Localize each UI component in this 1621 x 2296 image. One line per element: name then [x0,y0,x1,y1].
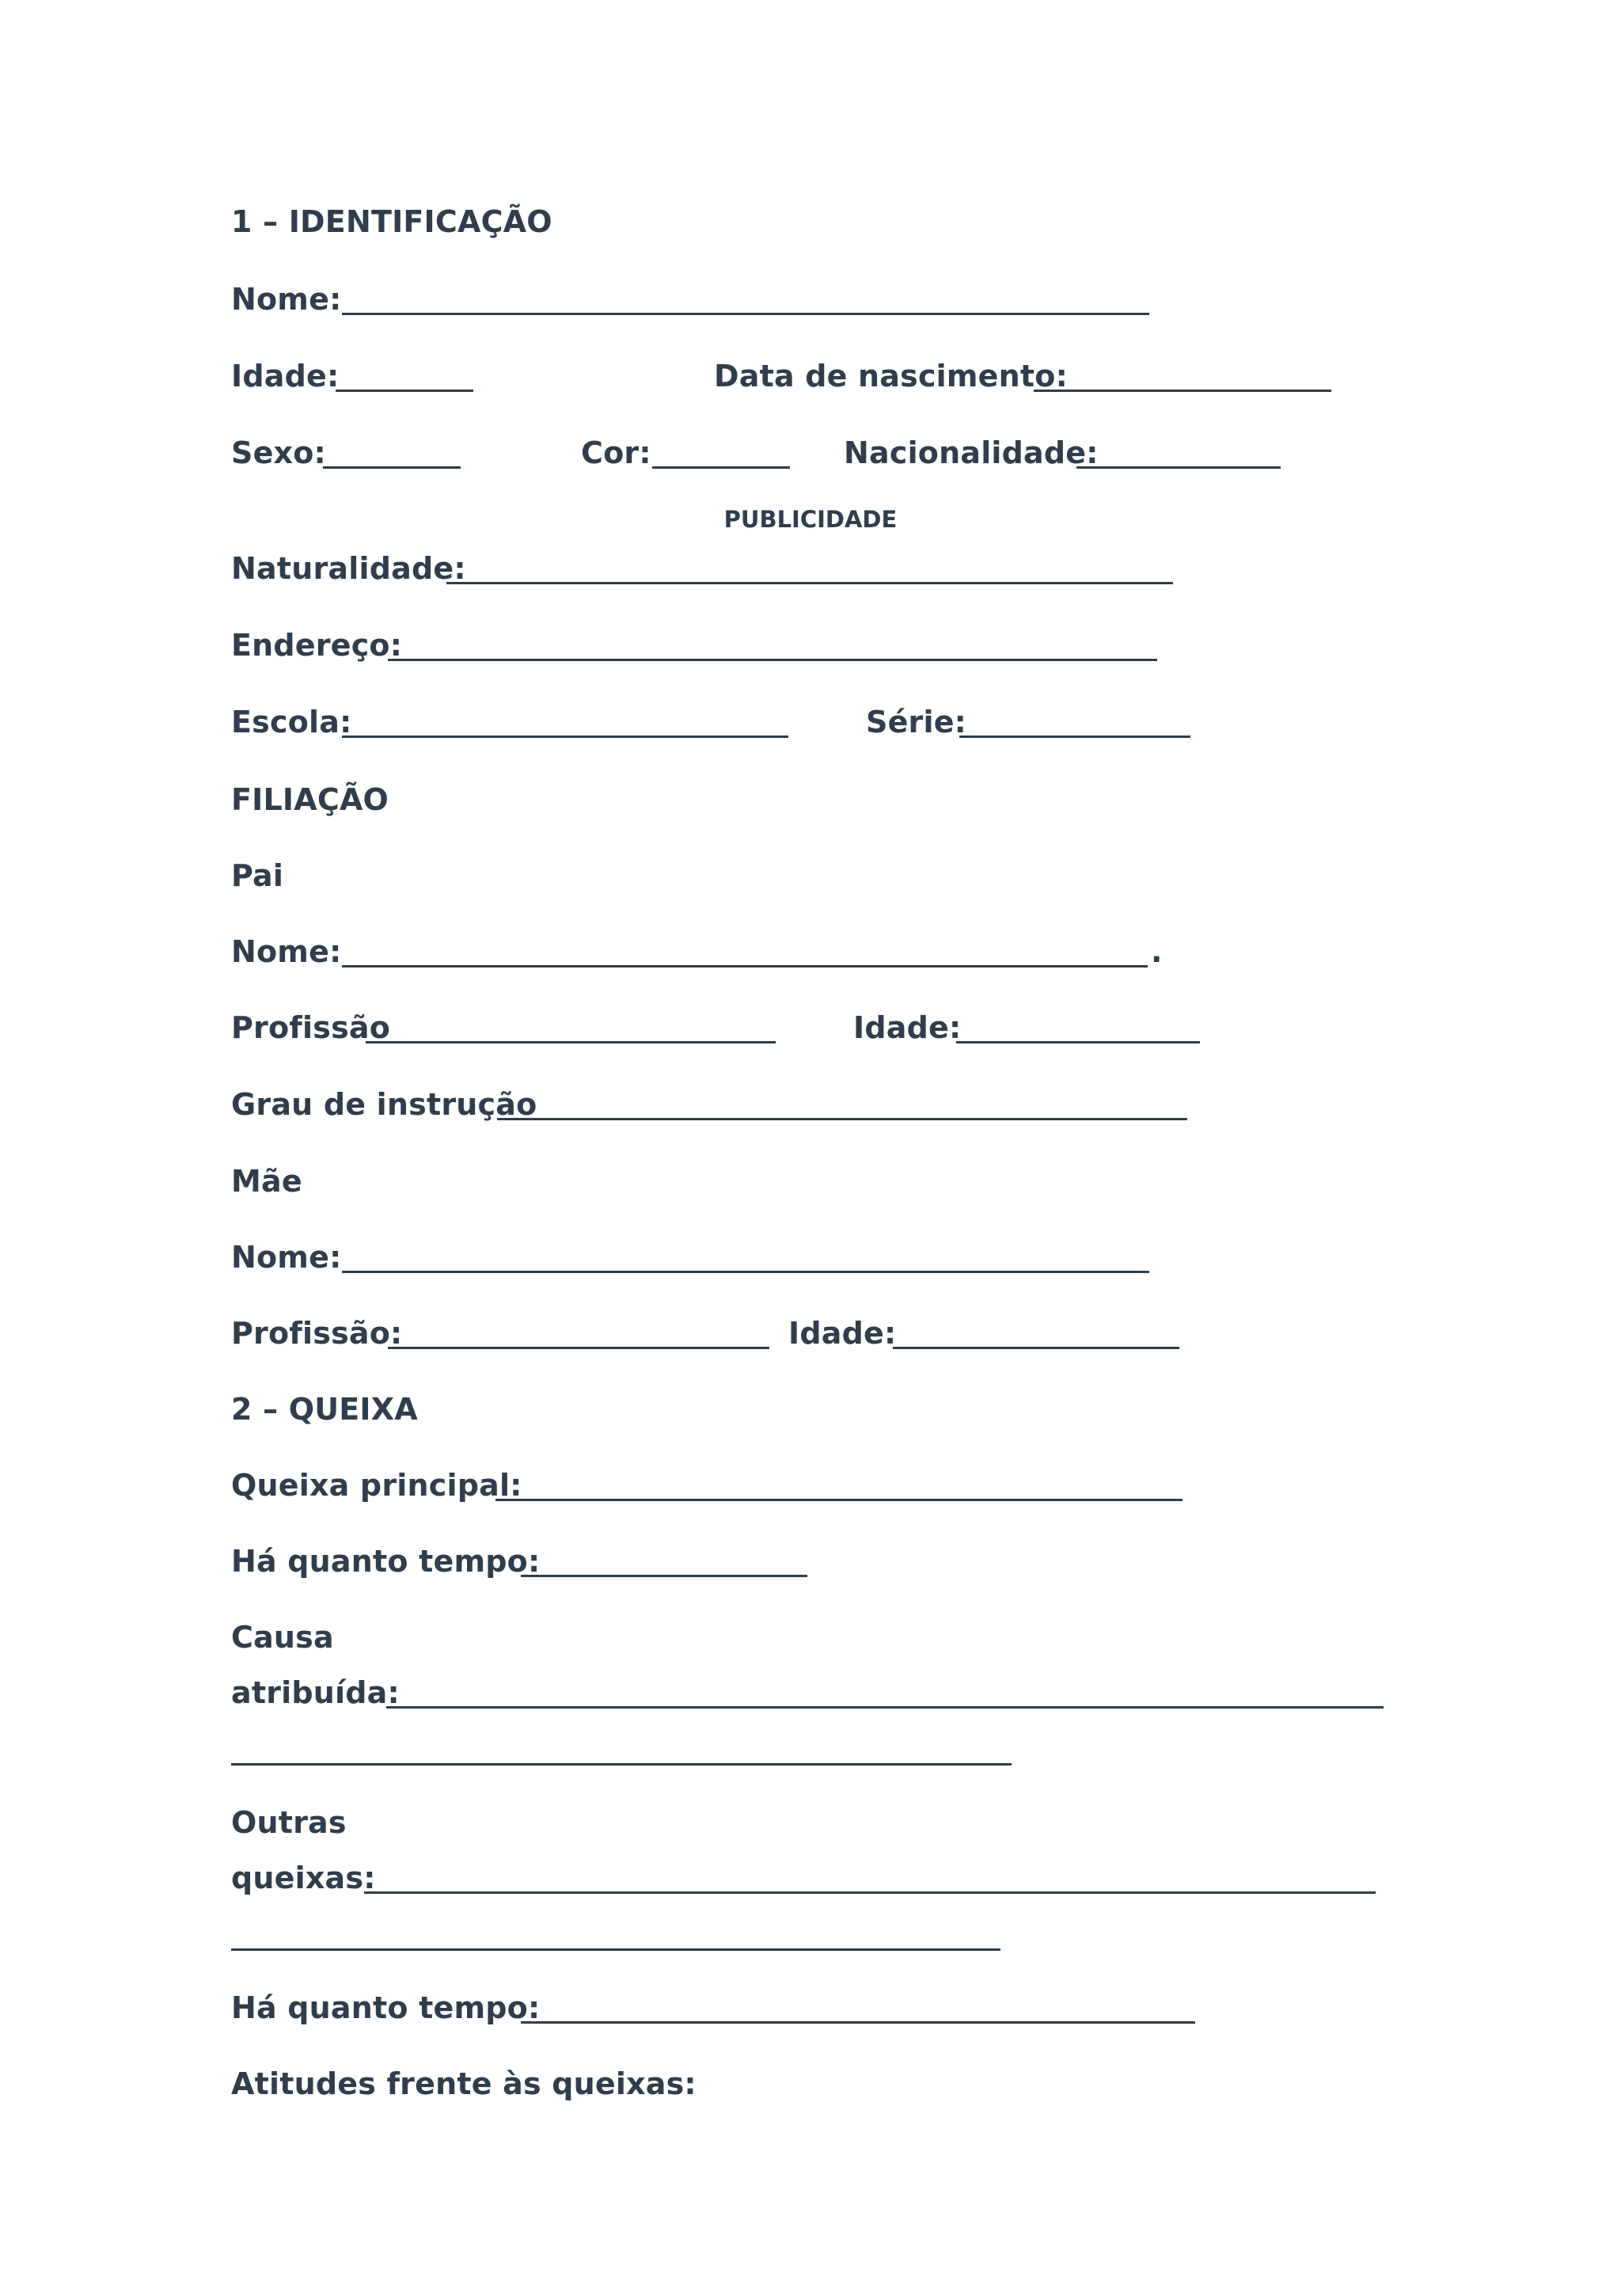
queixas-label: queixas: [231,1861,376,1895]
cor-blank[interactable] [652,466,790,469]
mae-idade-label: Idade: [788,1316,897,1351]
ha-quanto-tempo-label: Há quanto tempo: [231,1990,541,2025]
field-mae-profissao-idade [231,1310,1418,1357]
field-idade-data [231,352,1418,400]
pai-profissao-blank[interactable] [366,1041,776,1043]
endereco-label: Endereço: [231,628,403,663]
data-nascimento-label: Data de nascimento: [714,359,1068,393]
escola-label: Escola: [231,705,352,739]
queixa-principal-label: Queixa principal: [231,1468,522,1503]
mae-profissao-label: Profissão: [231,1316,403,1351]
field-outras-queixas-cont [231,1911,1418,1959]
ha-quanto-tempo-blank[interactable] [521,1575,807,1577]
field-sexo-cor-nacionalidade [231,429,1418,477]
serie-label: Série: [866,705,967,739]
field-pai-profissao-idade [231,1004,1418,1051]
mae-idade-blank[interactable] [893,1347,1179,1349]
sexo-label: Sexo: [231,435,326,470]
queixa-principal-blank[interactable] [495,1499,1183,1501]
pai-profissao-label: Profissão [231,1010,391,1045]
serie-blank[interactable] [959,736,1190,738]
naturalidade-label: Naturalidade: [231,551,466,586]
causa-label: Causa [231,1620,334,1655]
sexo-blank[interactable] [323,466,461,469]
field-naturalidade [231,545,1418,592]
pai-idade-blank[interactable] [956,1041,1200,1043]
outras-label: Outras [231,1805,347,1840]
field-ha-quanto-tempo-2 [231,1984,1418,2032]
field-pai-nome [231,928,1418,975]
ha-quanto-tempo-label: Há quanto tempo: [231,1544,541,1579]
endereco-blank[interactable] [388,659,1157,661]
field-causa-atribuida [231,1669,1418,1716]
escola-blank[interactable] [342,736,788,738]
outras-queixas-blank[interactable] [364,1891,1376,1894]
outras-queixas-blank-2[interactable] [231,1948,1000,1951]
ad-label: PUBLICIDADE [723,506,898,533]
cor-label: Cor: [581,435,651,470]
section-title: 2 – QUEIXA [231,1392,418,1427]
grau-instrucao-label: Grau de instrução [231,1087,537,1122]
mae-profissao-blank[interactable] [388,1347,769,1349]
idade-blank[interactable] [336,390,473,392]
field-causa-atribuida-cont [231,1726,1418,1773]
nome-label: Nome: [231,282,342,317]
naturalidade-blank[interactable] [446,582,1173,584]
idade-label: Idade: [231,359,340,393]
field-queixa-principal [231,1462,1418,1509]
field-mae-nome [231,1234,1418,1281]
atribuida-label: atribuída: [231,1675,400,1710]
field-escola-serie [231,698,1418,746]
mae-label: Mãe [231,1164,302,1199]
causa-atribuida-blank[interactable] [386,1706,1384,1709]
pai-label: Pai [231,858,284,893]
causa-atribuida-blank-2[interactable] [231,1763,1012,1766]
pai-nome-label: Nome: [231,934,342,969]
mae-nome-blank[interactable] [342,1271,1149,1273]
grau-instrucao-blank[interactable] [497,1118,1187,1120]
field-ha-quanto-tempo-1 [231,1538,1418,1585]
nacionalidade-blank[interactable] [1076,466,1281,469]
field-endereco [231,622,1418,669]
atitudes-label: Atitudes frente às queixas: [231,2066,697,2101]
pai-idade-label: Idade: [853,1010,962,1045]
nacionalidade-label: Nacionalidade: [844,435,1099,470]
section-title: FILIAÇÃO [231,782,389,817]
section-title: 1 – IDENTIFICAÇÃO [231,204,552,239]
field-outras-queixas [231,1854,1418,1902]
nome-blank[interactable] [342,313,1149,315]
field-grau-instrucao [231,1081,1418,1128]
pai-nome-blank[interactable] [342,965,1148,967]
pai-nome-period: . [1151,934,1163,969]
ha-quanto-tempo-blank[interactable] [521,2021,1195,2024]
mae-nome-label: Nome: [231,1240,342,1275]
field-nome [231,276,1418,323]
data-nascimento-blank[interactable] [1034,390,1331,392]
